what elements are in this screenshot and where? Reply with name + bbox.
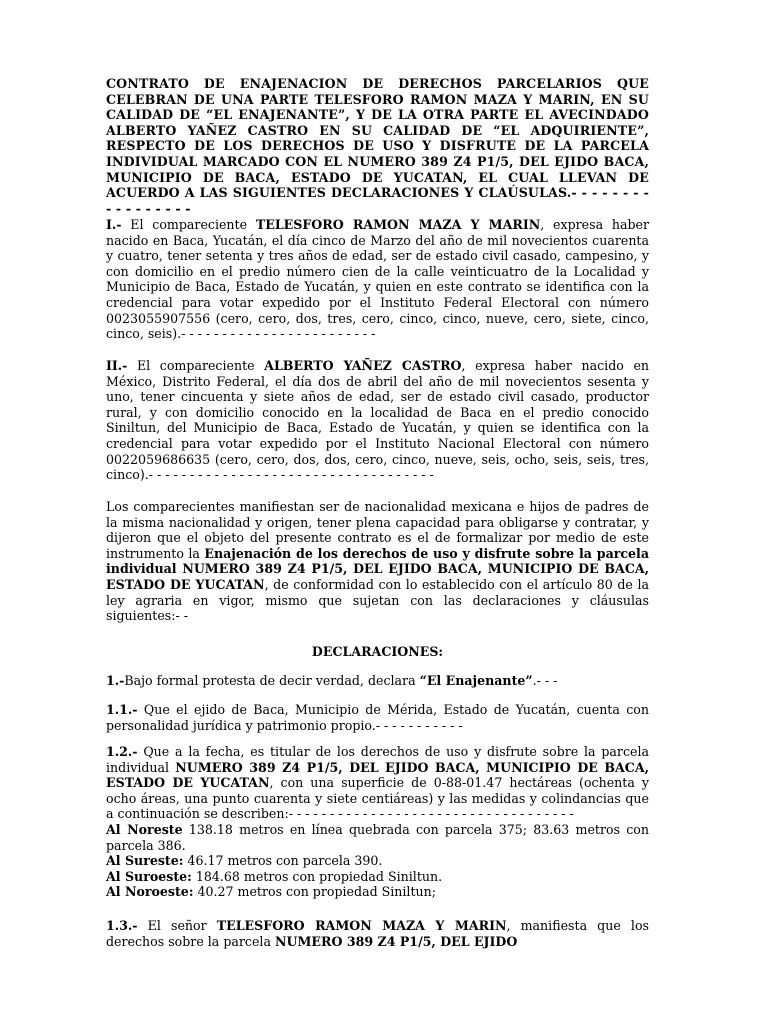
paragraph-text: El compareciente (127, 358, 265, 373)
boundary-text: 46.17 metros con parcela 390. (183, 853, 383, 869)
declaration-number: 1.3.- (106, 918, 138, 933)
declaration-text: El señor (137, 918, 217, 933)
boundary-suroeste (106, 869, 649, 885)
boundary-label: Al Sureste: (106, 853, 184, 869)
bold-text: Enajenación de los derechos de uso y disfrute sobre la parcela individual NUMERO 389 Z4 P1/5, DEL EJIDO BACA, MUNICIPIO DE BACA, ESTADO DE YUCATAN (106, 545, 649, 592)
paragraph-number: II.- (106, 358, 128, 373)
declaration-1-2-text (106, 744, 649, 822)
declaration-number: 1.- (106, 673, 125, 688)
paragraph-text: , expresa haber nacido en México, Distrito Federal, el día dos de abril del año de mil novecientos sesenta y uno, tener cincuenta y siete años de edad, ser de estado civil casado, productor rural, y con domicilio conocido en la localidad de Baca en el predio conocido Siniltun, del Municipio de Baca, Estado de Yucatán, y quien se identifica con la credencial para votar expedido por el Instituto Nacional Electoral con número 0022059686635 (cero, cero, dos, dos, cero, cinco, nueve, seis, ocho, seis, seis, tres, cinco).- - - - - - - - - - - - - - - - - - - - - - - - - - - - - - - - - - - (106, 358, 650, 483)
declaration-number: 1.1.- (106, 702, 138, 717)
paragraph-ii (106, 358, 649, 483)
paragraph-i (106, 217, 649, 342)
paragraph-text: El compareciente (121, 217, 256, 232)
declaraciones-heading: DECLARACIONES: (311, 644, 444, 659)
party-name: TELESFORO RAMON MAZA Y MARIN (255, 217, 541, 232)
paragraph-text: , de conformidad con lo establecido con el artículo 80 de la ley agraria en vigor, mismo que sujetan con las declaraciones y cláusulas siguientes:- - (106, 576, 650, 624)
paragraph-object (106, 499, 649, 624)
declaration-text: .- - - (532, 673, 558, 688)
declaration-1-3 (106, 918, 649, 949)
paragraph-number: I.- (106, 217, 122, 232)
boundary-noreste (106, 822, 649, 853)
declaration-text: Que el ejido de Baca, Municipio de Mérida, Estado de Yucatán, cuenta con personalidad jurídica y patrimonio propio.- - - - - - - - - - - (106, 702, 649, 733)
contract-title: CONTRATO DE ENAJENACION DE DERECHOS PARCELARIOS QUE CELEBRAN DE UNA PARTE TELESFORO RAMON MAZA Y MARIN, EN SU CALIDAD DE “EL ENAJENANTE”, Y DE LA OTRA PARTE EL AVECINDADO ALBERTO YAÑEZ CASTRO EN SU CALIDAD DE “EL ADQUIRIENTE”, RESPECTO DE LOS DERECHOS DE USO Y DISFRUTE DE LA PARCELA INDIVIDUAL MARCADO CON EL NUMERO 389 Z4 P1/5, DEL EJIDO BACA, MUNICIPIO DE BACA, ESTADO DE YUCATAN, EL CUAL LLEVAN DE ACUERDO A LAS SIGUIENTES DECLARACIONES Y CLAÚSULAS.- - - - - - - - - - - - - - - - - (106, 76, 649, 216)
party-name: ALBERTO YAÑEZ CASTRO (264, 358, 462, 373)
bold-text: “El Enajenante” (419, 673, 533, 688)
declaration-1-2 (106, 744, 649, 900)
bold-text: NUMERO 389 Z4 P1/5, DEL EJIDO BACA, MUNICIPIO DE BACA, ESTADO DE YUCATAN (106, 759, 649, 791)
boundary-text: 138.18 metros en línea quebrada con parcela 375; 83.63 metros con parcela 386. (106, 821, 649, 853)
bold-text: NUMERO 389 Z4 P1/5, DEL EJIDO (274, 933, 518, 949)
boundary-label: Al Suroeste: (106, 868, 192, 884)
boundary-text: 184.68 metros con propiedad Siniltun. (191, 868, 443, 884)
declaration-text: , con una superficie de 0-88-01.47 hectáreas (ochenta y ocho áreas, una punto cuarenta y siete centiáreas) y las medidas y colindancias que a continuación se describen:- - - - - - - - - - - - - - - - - - - - - - - - - - - - - - - - - - - (106, 775, 650, 822)
declaration-text: , manifiesta que los derechos sobre la parcela (106, 918, 649, 949)
declaration-text: Que a la fecha, es titular de los derechos de uso y disfrute sobre la parcela individual (106, 744, 649, 775)
boundary-label: Al Noreste (106, 821, 183, 837)
paragraph-text: Los comparecientes manifiestan ser de nacionalidad mexicana e hijos de padres de la misma nacionalidad y origen, tener plena capacidad para obligarse y contratar, y dijeron que el objeto del presente contrato es el de formalizar por medio de este instrumento la (106, 499, 649, 561)
declaration-1-1 (106, 702, 649, 733)
party-name: TELESFORO RAMON MAZA Y MARIN (216, 918, 507, 933)
declaration-text: Bajo formal protesta de decir verdad, declara (124, 673, 420, 688)
boundary-noroeste (106, 884, 649, 900)
boundary-text: 40.27 metros con propiedad Siniltun; (193, 884, 436, 900)
boundary-sureste (106, 853, 649, 869)
declaration-1 (106, 673, 649, 689)
boundary-label: Al Noroeste: (106, 884, 194, 900)
declaration-number: 1.2.- (106, 744, 138, 759)
paragraph-text: , expresa haber nacido en Baca, Yucatán, el día cinco de Marzo del año de mil novecientos cuarenta y cuatro, tener setenta y tres años de edad, ser de estado civil casado, campesino, y con domicilio en el predio número cien de la calle veinticuatro de la Localidad y Municipio de Baca, Estado de Yucatán, y quien en este contrato se identifica con la credencial para votar expedido por el Instituto Federal Electoral con número 0023055907556 (cero, cero, dos, tres, cero, cinco, cinco, nueve, cero, siete, cinco, cinco, seis).- - - - - - - - - - - - - - - - - - - - - - - - (106, 217, 649, 342)
